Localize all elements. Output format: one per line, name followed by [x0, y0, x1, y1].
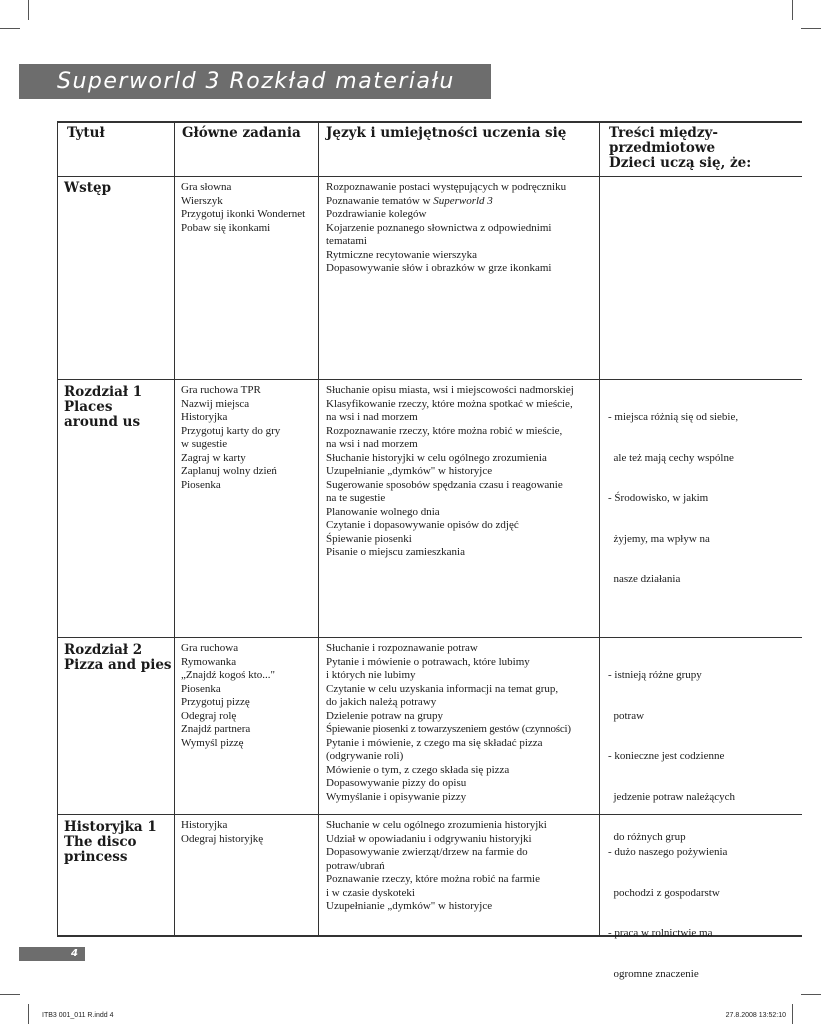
- header-row-divider: [57, 176, 802, 177]
- crop-mark: [801, 28, 821, 29]
- row-divider: [57, 379, 802, 380]
- list-item: Sugerowanie sposobów spędzania czasu i reagowanie: [326, 478, 563, 491]
- row-title-line: princess: [64, 849, 128, 865]
- crop-mark: [801, 994, 821, 995]
- list-item: Wymyślanie i opisywanie pizzy: [326, 790, 467, 803]
- date-slug: 27.8.2008 13:52:10: [725, 1012, 786, 1019]
- skills-list: [326, 384, 574, 560]
- crop-mark: [28, 1004, 29, 1024]
- list-item: Nazwij miejsca: [181, 397, 250, 410]
- list-item: - Środowisko, w jakim: [608, 492, 709, 504]
- tasks-list: [181, 384, 280, 492]
- list-item: Wierszyk: [181, 194, 223, 207]
- tasks-list: [181, 819, 263, 846]
- row-title: [64, 643, 172, 673]
- list-item: ogromne znaczenie: [608, 967, 699, 980]
- row-divider: [57, 637, 802, 638]
- list-item: Uzupełnianie „dymków" w historyjce: [326, 900, 493, 912]
- list-item: do jakich należą potrawy: [326, 696, 437, 708]
- page-number: 4: [19, 947, 85, 961]
- list-item: Udział w opowiadaniu i odgrywaniu historyjki: [326, 832, 532, 845]
- list-item: Rymowanka: [181, 655, 237, 668]
- list-item: potraw: [608, 709, 645, 722]
- list-item: Pytanie i mówienie o potrawach, które lubimy: [326, 655, 530, 668]
- list-item: Dopasowywanie słów i obrazków w grze ikonkami: [326, 262, 552, 274]
- cross-curricular-list: [608, 819, 727, 1008]
- row-title-line: Historyjka 1: [64, 819, 157, 835]
- list-item: Czytanie i dopasowywanie opisów do zdjęć: [326, 519, 519, 531]
- crop-mark: [792, 1004, 793, 1024]
- list-item: i których nie lubimy: [326, 669, 416, 681]
- list-item: Planowanie wolnego dnia: [326, 505, 440, 518]
- list-item: „Znajdź kogoś kto...": [181, 669, 275, 681]
- column-divider: [599, 121, 600, 936]
- list-item: potraw/ubrań: [326, 859, 385, 872]
- list-item: Pytanie i mówienie, z czego ma się składać pizza: [326, 736, 543, 749]
- list-item: na wsi i nad morzem: [326, 438, 418, 450]
- column-header-tasks: Główne zadania: [182, 125, 301, 141]
- list-item: - miejsca różnią się od siebie,: [608, 411, 739, 423]
- row-title-line: Rozdział 1: [64, 384, 143, 400]
- list-item: tematami: [326, 235, 367, 247]
- list-item: Śpiewanie piosenki z towarzyszeniem gestów (czynności): [326, 723, 571, 735]
- list-item: Czytanie w celu uzyskania informacji na temat grup,: [326, 682, 559, 695]
- list-item: Wymyśl pizzę: [181, 736, 244, 749]
- row-title-line: around us: [64, 414, 141, 430]
- list-item: Zagraj w karty: [181, 451, 246, 464]
- list-item: Uzupełnianie „dymków" w historyjce: [326, 465, 493, 477]
- list-item: Słuchanie i rozpoznawanie potraw: [326, 642, 478, 654]
- cross-curricular-list: [608, 384, 738, 614]
- list-item: Przygotuj ikonki Wondernet: [181, 208, 306, 220]
- list-item: Piosenka: [181, 682, 221, 695]
- column-header-cross-line: Dzieci uczą się, że:: [609, 155, 752, 171]
- list-item: ale też mają cechy wspólne: [608, 451, 734, 464]
- skills-list: [326, 181, 566, 276]
- list-item: Słuchanie historyjki w celu ogólnego zrozumienia: [326, 451, 547, 464]
- list-item: Śpiewanie piosenki: [326, 532, 412, 545]
- list-item: - praca w rolnictwie ma: [608, 927, 713, 939]
- list-item: Słuchanie w celu ogólnego zrozumienia historyjki: [326, 819, 547, 831]
- list-item: Rytmiczne recytowanie wierszyka: [326, 248, 478, 261]
- skills-list: [326, 642, 571, 804]
- row-title-line: Places: [64, 399, 113, 415]
- row-title-line: Wstęp: [64, 180, 112, 196]
- row-title-line: Pizza and pies: [64, 657, 172, 673]
- list-item: Przygotuj karty do gry: [181, 424, 281, 437]
- list-item: Piosenka: [181, 478, 221, 491]
- list-item: Dzielenie potraw na grupy: [326, 709, 443, 722]
- list-item: Gra słowna: [181, 181, 232, 193]
- page-title: Superworld 3 Rozkład materiału: [19, 64, 491, 99]
- row-title: [64, 181, 111, 196]
- table-top-border: [57, 121, 802, 123]
- row-title-line: The disco: [64, 834, 137, 850]
- list-item: jedzenie potraw należących: [608, 790, 736, 803]
- column-header-skills: Język i umiejętności uczenia się: [326, 125, 567, 141]
- list-item: (odgrywanie roli): [326, 750, 404, 762]
- column-header-title: Tytuł: [67, 125, 105, 141]
- list-item: Rozpoznawanie rzeczy, które można robić w mieście,: [326, 424, 563, 437]
- list-item: Znajdź partnera: [181, 723, 251, 735]
- list-item: Dopasowywanie zwierząt/drzew na farmie do: [326, 846, 528, 858]
- column-header-cross-line: przedmiotowe: [609, 140, 716, 156]
- crop-mark: [0, 994, 20, 995]
- list-item: Historyjka: [181, 819, 228, 831]
- list-item: nasze działania: [608, 573, 681, 585]
- row-title-line: Rozdział 2: [64, 642, 143, 658]
- list-item: Rozpoznawanie postaci występujących w podręczniku: [326, 181, 567, 193]
- list-item: - dużo naszego pożywienia: [608, 846, 728, 858]
- list-item: - istnieją różne grupy: [608, 669, 702, 681]
- column-divider: [57, 121, 58, 936]
- list-item: Pisanie o miejscu zamieszkania: [326, 546, 465, 558]
- row-title: [64, 820, 157, 865]
- list-item: na te sugestie: [326, 492, 386, 504]
- list-item: Poznawanie rzeczy, które można robić na farmie: [326, 873, 540, 885]
- crop-mark: [792, 0, 793, 20]
- list-item: Poznawanie tematów w Superworld 3: [326, 194, 493, 207]
- list-item: w sugestie: [181, 438, 228, 450]
- skills-list: [326, 819, 547, 914]
- column-divider: [174, 121, 175, 936]
- list-item: Przygotuj pizzę: [181, 696, 250, 708]
- list-item: pochodzi z gospodarstw: [608, 886, 720, 899]
- list-item: Gra ruchowa TPR: [181, 384, 261, 396]
- list-item: i w czasie dyskoteki: [326, 886, 415, 899]
- list-item: - konieczne jest codzienne: [608, 750, 725, 762]
- list-item: żyjemy, ma wpływ na: [608, 532, 710, 545]
- list-item: Klasyfikowanie rzeczy, które można spotkać w mieście,: [326, 397, 573, 410]
- book-title: Superworld 3: [433, 194, 493, 207]
- list-item: Mówienie o tym, z czego składa się pizza: [326, 763, 510, 776]
- list-item: Historyjka: [181, 411, 228, 423]
- list-item: Kojarzenie poznanego słownictwa z odpowiednimi: [326, 221, 552, 234]
- list-item: Gra ruchowa: [181, 642, 239, 654]
- column-header-cross-line: Treści między-: [609, 125, 718, 141]
- list-item: Pozdrawianie kolegów: [326, 208, 427, 220]
- crop-mark: [0, 28, 20, 29]
- column-header-cross: [609, 126, 751, 171]
- column-divider: [318, 121, 319, 936]
- row-title: [64, 385, 142, 430]
- list-item: Słuchanie opisu miasta, wsi i miejscowości nadmorskiej: [326, 384, 574, 396]
- list-item: do różnych grup: [608, 831, 686, 843]
- list-item: Odegraj rolę: [181, 709, 237, 722]
- list-item: na wsi i nad morzem: [326, 411, 418, 423]
- list-item: Dopasowywanie pizzy do opisu: [326, 777, 467, 789]
- list-item: Odegraj historyjkę: [181, 832, 264, 845]
- list-item: Zaplanuj wolny dzień: [181, 465, 277, 477]
- tasks-list: [181, 181, 305, 235]
- tasks-list: [181, 642, 275, 750]
- list-item: Pobaw się ikonkami: [181, 221, 271, 234]
- crop-mark: [28, 0, 29, 20]
- file-slug: ITB3 001_011 R.indd 4: [42, 1012, 114, 1019]
